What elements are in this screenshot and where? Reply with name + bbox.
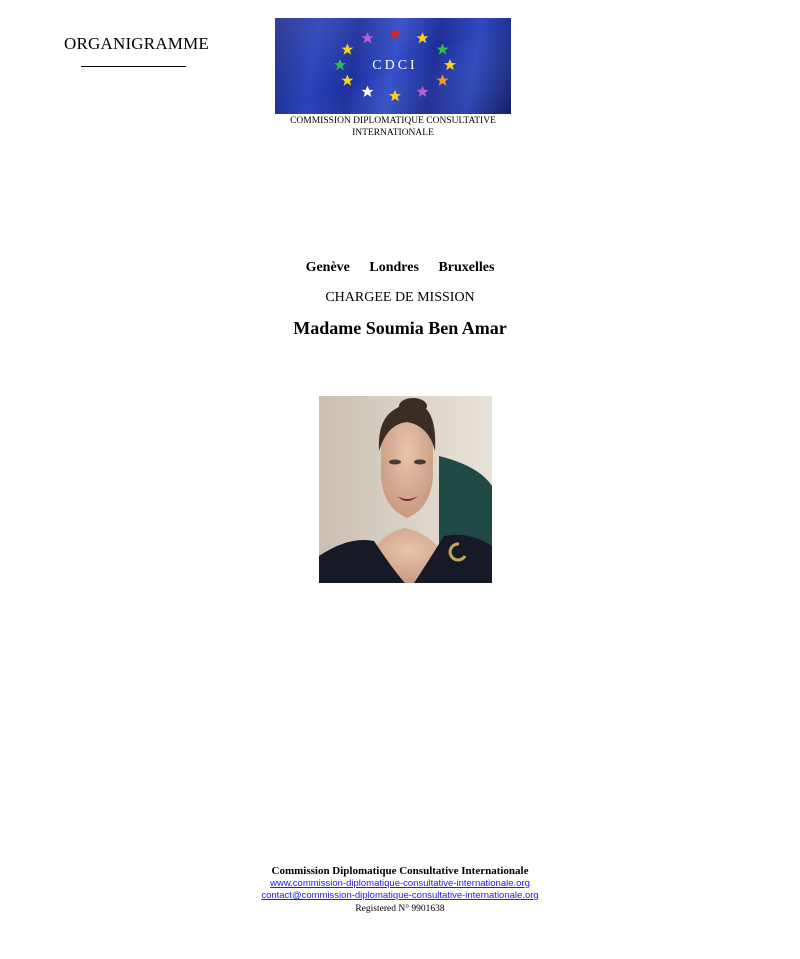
- registration-number: Registered N° 9901638: [355, 903, 445, 914]
- logo-acronym: CDCI: [372, 58, 418, 73]
- email-link[interactable]: contact@commission-diplomatique-consultative-internationale.org: [261, 890, 539, 901]
- city-geneve: Genève: [305, 260, 350, 275]
- portrait-photo: [319, 396, 492, 583]
- footer: [0, 865, 800, 915]
- website-link[interactable]: www.commission-diplomatique-consultative-internationale.org: [270, 877, 530, 889]
- document-title: ORGANIGRAMME: [64, 34, 210, 53]
- city-list: [0, 260, 800, 276]
- flag-graphic: [275, 18, 511, 114]
- cdci-logo: [275, 18, 511, 114]
- role-title: CHARGEE DE MISSION: [325, 290, 475, 305]
- city-bruxelles: Bruxelles: [438, 260, 495, 275]
- logo-caption-line1: COMMISSION DIPLOMATIQUE CONSULTATIVE: [290, 116, 496, 126]
- city-londres: Londres: [369, 260, 419, 275]
- title-underline: [81, 66, 186, 67]
- person-name: Madame Soumia Ben Amar: [293, 318, 507, 338]
- footer-organization: Commission Diplomatique Consultative Internationale: [271, 865, 529, 877]
- logo-caption-line2: INTERNATIONALE: [352, 128, 434, 138]
- logo-caption: [275, 115, 511, 139]
